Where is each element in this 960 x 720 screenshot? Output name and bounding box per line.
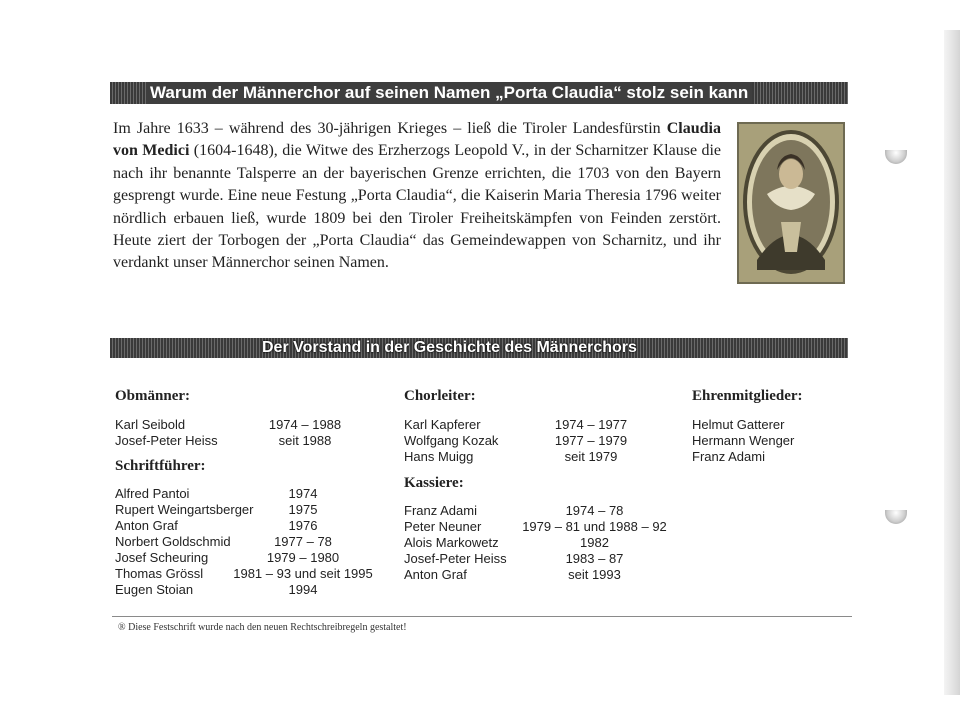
member-years: seit 1988: [278, 433, 332, 448]
list-item: [404, 417, 674, 433]
member-name: Karl Kapferer: [404, 417, 481, 432]
member-name: Norbert Goldschmid: [115, 534, 231, 549]
footnote: ® Diese Festschrift wurde nach den neuen Rechtschreibregeln gestaltet!: [118, 622, 407, 633]
list-item: [404, 503, 679, 519]
list-chorleiter: [404, 417, 674, 465]
list-item: [115, 550, 390, 566]
member-years: 1981 – 93 und seit 1995: [233, 566, 373, 581]
member-years: 1974 – 78: [565, 503, 624, 518]
list-kassiere: [404, 503, 679, 583]
member-years: 1975: [288, 502, 318, 517]
member-years: seit 1979: [564, 449, 618, 464]
list-item: [115, 518, 390, 534]
member-years: 1983 – 87: [565, 551, 624, 566]
portrait-image: [737, 122, 845, 284]
list-item: [404, 535, 679, 551]
list-item: [404, 519, 679, 535]
member-years: 1974 – 1988: [268, 417, 342, 432]
section-header-vorstand: [110, 338, 848, 358]
member-years: 1974 – 1977: [554, 417, 628, 432]
member-name: Hans Muigg: [404, 449, 474, 464]
intro-bold-name: Claudia von Medici: [113, 120, 721, 160]
member-name: Alfred Pantoi: [115, 486, 190, 501]
member-years: 1982: [580, 535, 609, 550]
section-title: Der Vorstand in der Geschichte des Männerchors: [262, 339, 637, 356]
member-name: Thomas Grössl: [115, 566, 204, 581]
member-years: 1974: [288, 486, 318, 501]
list-item: [115, 417, 365, 433]
heading-kassiere: Kassiere:: [404, 475, 464, 491]
intro-text-part2: (1604-1648), die Witwe des Erzherzogs Leopold V., in der Scharnitzer Klause die nach ihr benannte Talsperre an der bayerischen Grenze errichten, die 1703 von den Bayern gesprengt wurde. Eine neue Festung „Porta Claudia“, die Kaiserin Maria Theresia 1796 weiter nördlich erbauen ließ, wurde 1809 bei den Tiroler Freiheitskämpfen von Feinden zerstört. Heute ziert der Torbogen der „Porta Claudia“ das Gemeindewappen von Scharnitz, und ihr verdankt unser Männerchor seinen Namen.: [113, 142, 722, 272]
list-item: [404, 551, 679, 567]
list-schriftfuehrer: [115, 486, 390, 598]
member-years: 1977 – 78: [274, 534, 332, 549]
member-years: 1976: [288, 518, 318, 533]
list-item: Hermann Wenger: [692, 433, 795, 448]
list-item: Helmut Gatterer: [692, 417, 785, 432]
section-header-porta-claudia: [110, 82, 848, 104]
heading-obmaenner: Obmänner:: [115, 388, 190, 404]
intro-text-part1: Im Jahre 1633 – während des 30-jährigen Krieges – ließ die Tiroler Landesfürstin: [113, 120, 667, 137]
member-name: Alois Markowetz: [404, 535, 499, 550]
member-name: Wolfgang Kozak: [404, 433, 499, 448]
list-item: [115, 566, 390, 582]
list-item: [115, 502, 390, 518]
member-years: 1977 – 1979: [554, 433, 628, 448]
member-name: Peter Neuner: [404, 519, 482, 534]
binder-hole-top: [885, 150, 907, 164]
member-years: 1979 – 1980: [266, 550, 340, 565]
member-name: Eugen Stoian: [115, 582, 194, 597]
list-obmaenner: [115, 417, 365, 449]
member-years: 1979 – 81 und 1988 – 92: [522, 519, 667, 534]
list-item: [115, 534, 390, 550]
list-ehrenmitglieder: [692, 417, 842, 465]
footer-divider: [112, 616, 852, 617]
intro-paragraph: [113, 118, 721, 275]
heading-chorleiter: Chorleiter:: [404, 388, 476, 404]
list-item: Franz Adami: [692, 449, 765, 464]
heading-ehrenmitglieder: Ehrenmitglieder:: [692, 388, 803, 404]
member-years: 1994: [288, 582, 318, 597]
list-item: [404, 433, 674, 449]
member-name: Karl Seibold: [115, 417, 186, 432]
member-name: Franz Adami: [404, 503, 477, 518]
heading-schriftfuehrer: Schriftführer:: [115, 458, 206, 474]
list-item: [404, 449, 674, 465]
member-name: Josef-Peter Heiss: [115, 433, 218, 448]
binder-hole-bottom: [885, 510, 907, 524]
list-item: [115, 433, 365, 449]
member-name: Josef-Peter Heiss: [404, 551, 507, 566]
member-name: Rupert Weingartsberger: [115, 502, 254, 517]
member-name: Josef Scheuring: [115, 550, 209, 565]
member-name: Anton Graf: [404, 567, 467, 582]
section-title: Warum der Männerchor auf seinen Namen „Porta Claudia“ stolz sein kann: [146, 82, 752, 104]
member-name: Anton Graf: [115, 518, 178, 533]
list-item: [404, 567, 679, 583]
list-item: [115, 486, 390, 502]
binder-edge: [944, 30, 960, 695]
list-item: [115, 582, 390, 598]
member-years: seit 1993: [568, 567, 621, 582]
